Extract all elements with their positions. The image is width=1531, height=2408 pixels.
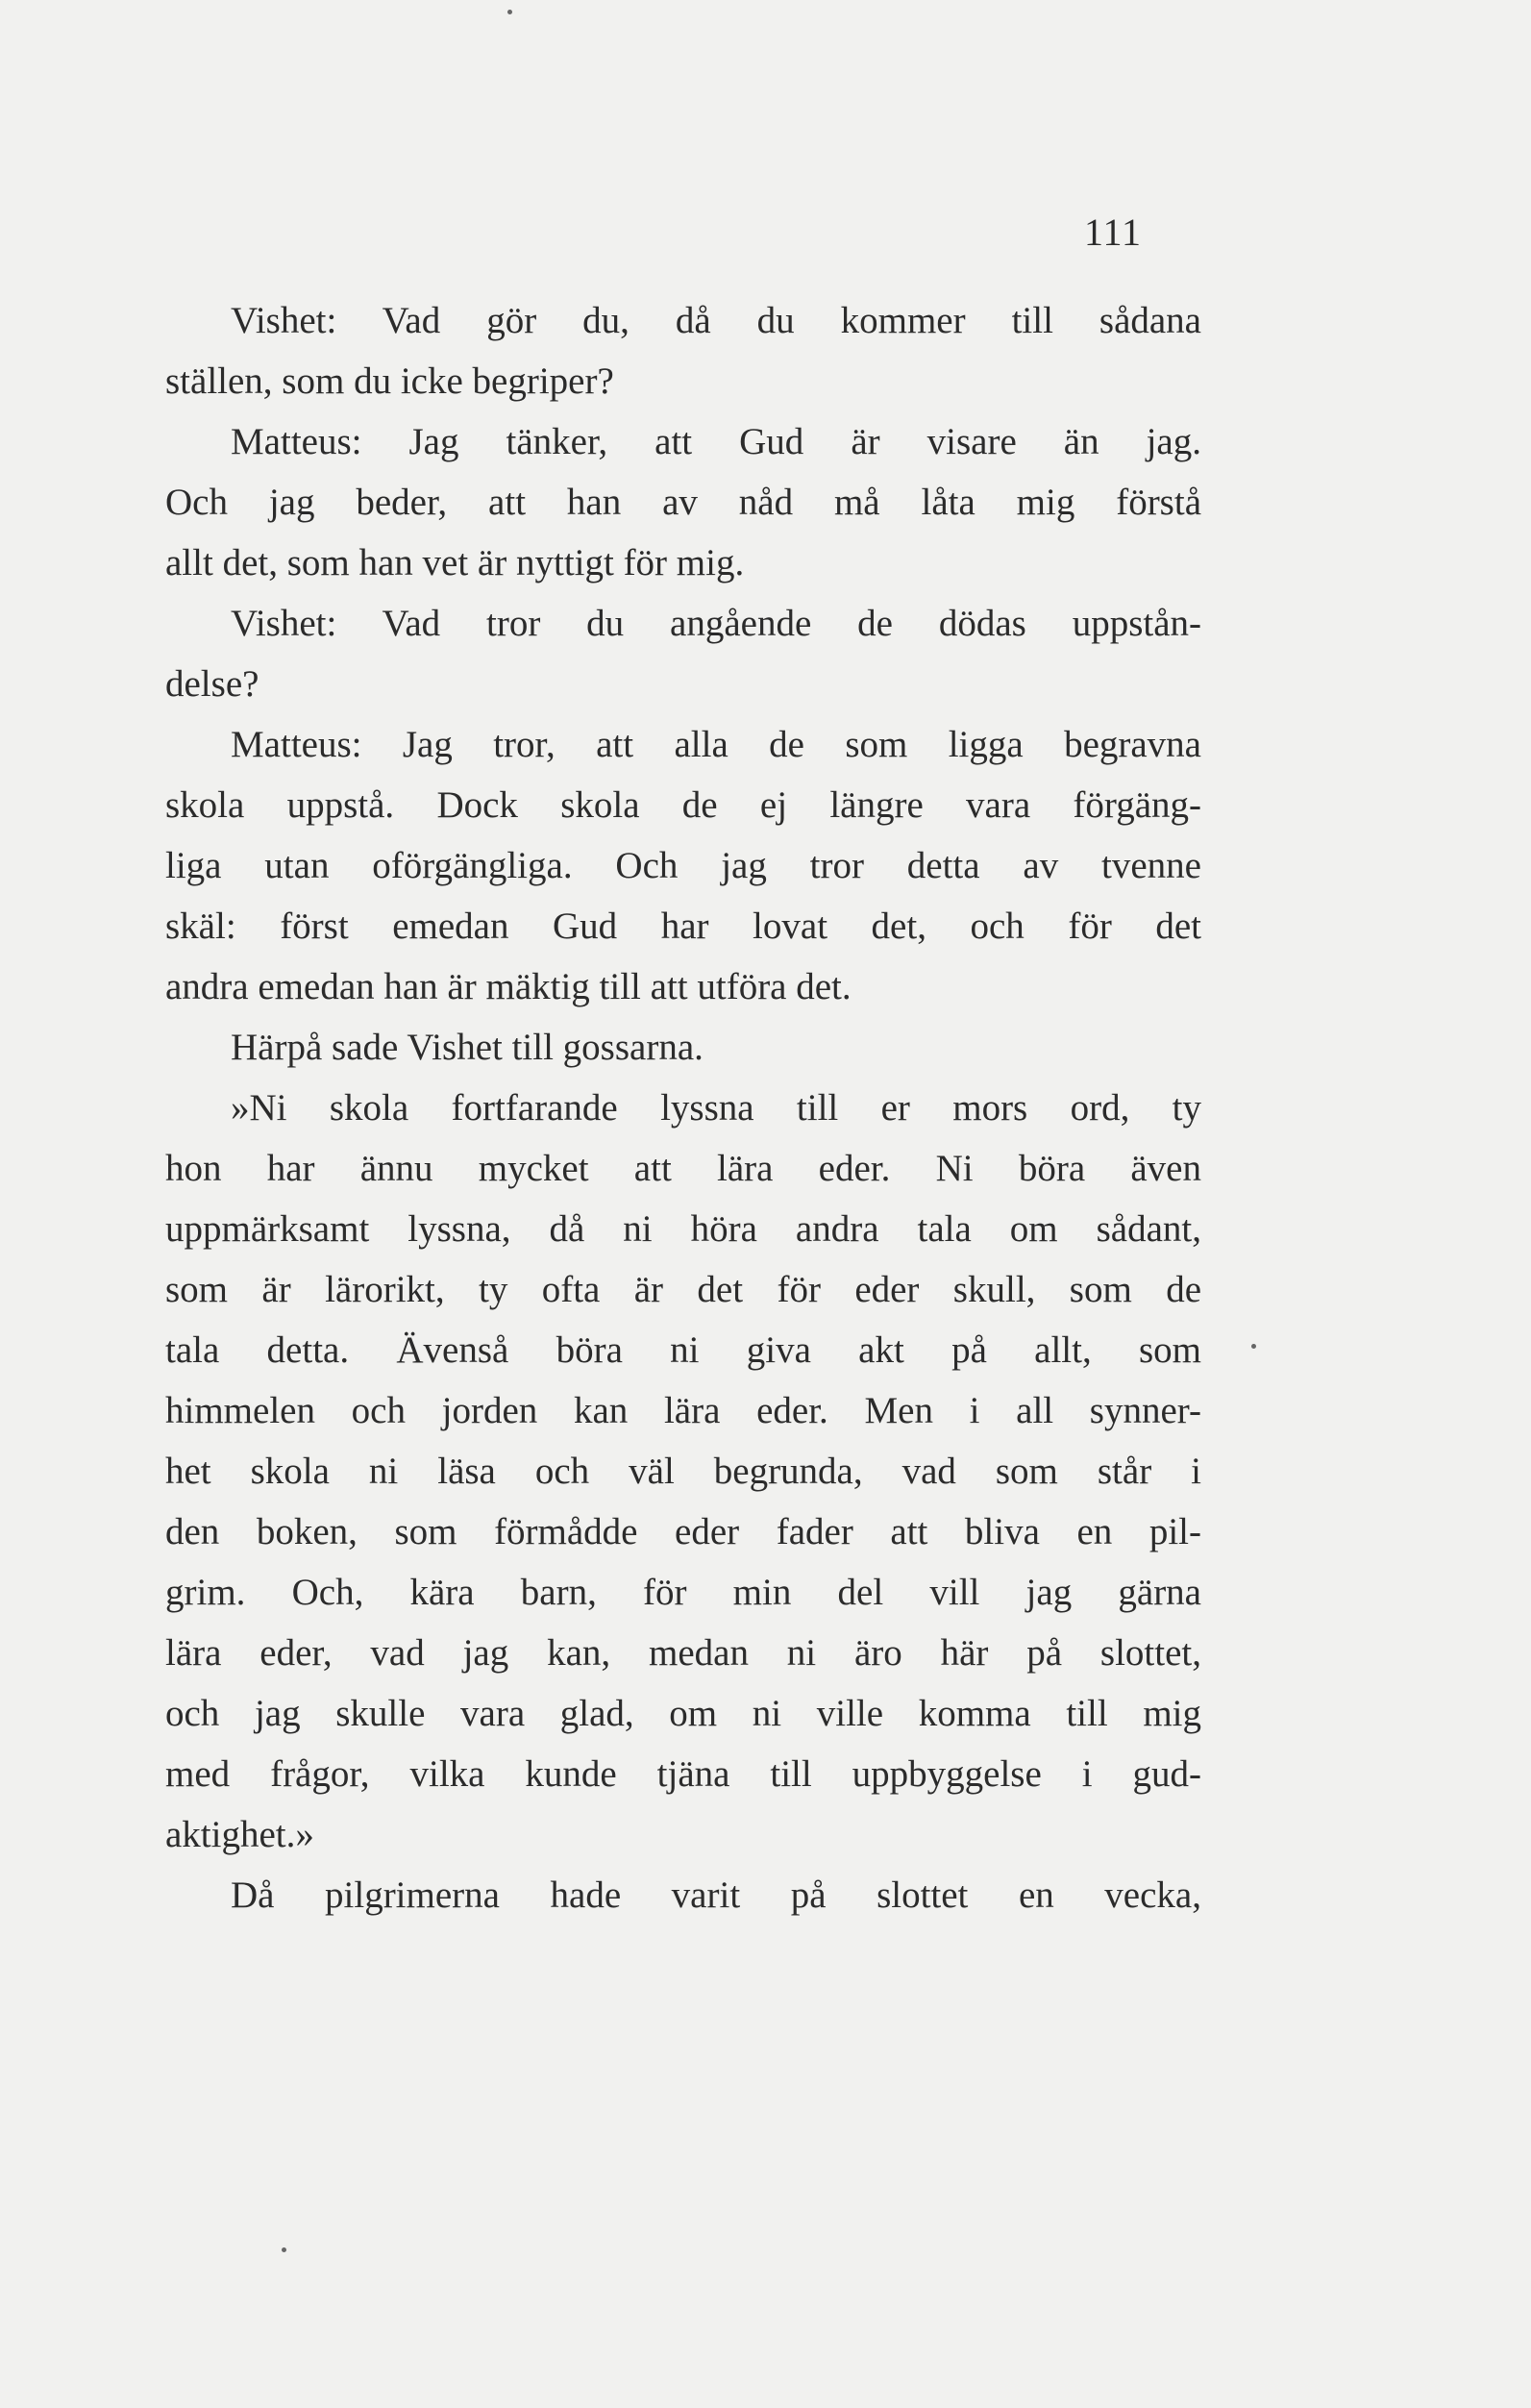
- text-line: Vishet: Vad tror du angående de dödas uppstån-: [231, 603, 1201, 644]
- text-line: uppmärksamt lyssna, då ni höra andra tala om sådant,: [165, 1208, 1201, 1250]
- text-line: med frågor, vilka kunde tjäna till uppbyggelse i gud-: [165, 1753, 1201, 1795]
- text-line: »Ni skola fortfarande lyssna till er mors ord, ty: [231, 1087, 1201, 1129]
- text-line: delse?: [165, 663, 259, 705]
- text-line: skola uppstå. Dock skola de ej längre vara förgäng-: [165, 784, 1201, 826]
- text-line: skäl: först emedan Gud har lovat det, och för det: [165, 906, 1201, 947]
- text-line: himmelen och jorden kan lära eder. Men i all synner-: [165, 1390, 1201, 1431]
- text-line: het skola ni läsa och väl begrunda, vad som står i: [165, 1451, 1201, 1492]
- print-speck: [1251, 1344, 1256, 1349]
- page-number: 111: [1084, 211, 1143, 254]
- print-speck: [282, 2247, 286, 2252]
- body-text: [165, 290, 1201, 1925]
- text-line: den boken, som förmådde eder fader att bliva en pil-: [165, 1511, 1201, 1552]
- text-line: Matteus: Jag tänker, att Gud är visare än jag.: [231, 421, 1201, 462]
- text-line: ställen, som du icke begriper?: [165, 360, 614, 402]
- text-line: Härpå sade Vishet till gossarna.: [231, 1027, 704, 1068]
- text-line: och jag skulle vara glad, om ni ville komma till mig: [165, 1693, 1201, 1734]
- text-line: som är lärorikt, ty ofta är det för eder skull, som de: [165, 1269, 1201, 1310]
- text-line: aktighet.»: [165, 1814, 314, 1855]
- text-line: allt det, som han vet är nyttigt för mig.: [165, 542, 745, 583]
- print-speck: [507, 10, 512, 14]
- text-line: Vishet: Vad gör du, då du kommer till sådana: [231, 300, 1201, 341]
- text-line: lära eder, vad jag kan, medan ni äro här på slottet,: [165, 1632, 1201, 1674]
- text-line: tala detta. Ävenså böra ni giva akt på allt, som: [165, 1329, 1201, 1371]
- text-line: Då pilgrimerna hade varit på slottet en vecka,: [231, 1874, 1201, 1916]
- text-line: Och jag beder, att han av nåd må låta mig förstå: [165, 482, 1201, 523]
- text-line: Matteus: Jag tror, att alla de som ligga begravna: [231, 724, 1201, 765]
- text-line: hon har ännu mycket att lära eder. Ni böra även: [165, 1148, 1201, 1189]
- text-line: andra emedan han är mäktig till att utföra det.: [165, 966, 852, 1007]
- text-line: grim. Och, kära barn, för min del vill jag gärna: [165, 1572, 1201, 1613]
- text-line: liga utan oförgängliga. Och jag tror detta av tvenne: [165, 845, 1201, 886]
